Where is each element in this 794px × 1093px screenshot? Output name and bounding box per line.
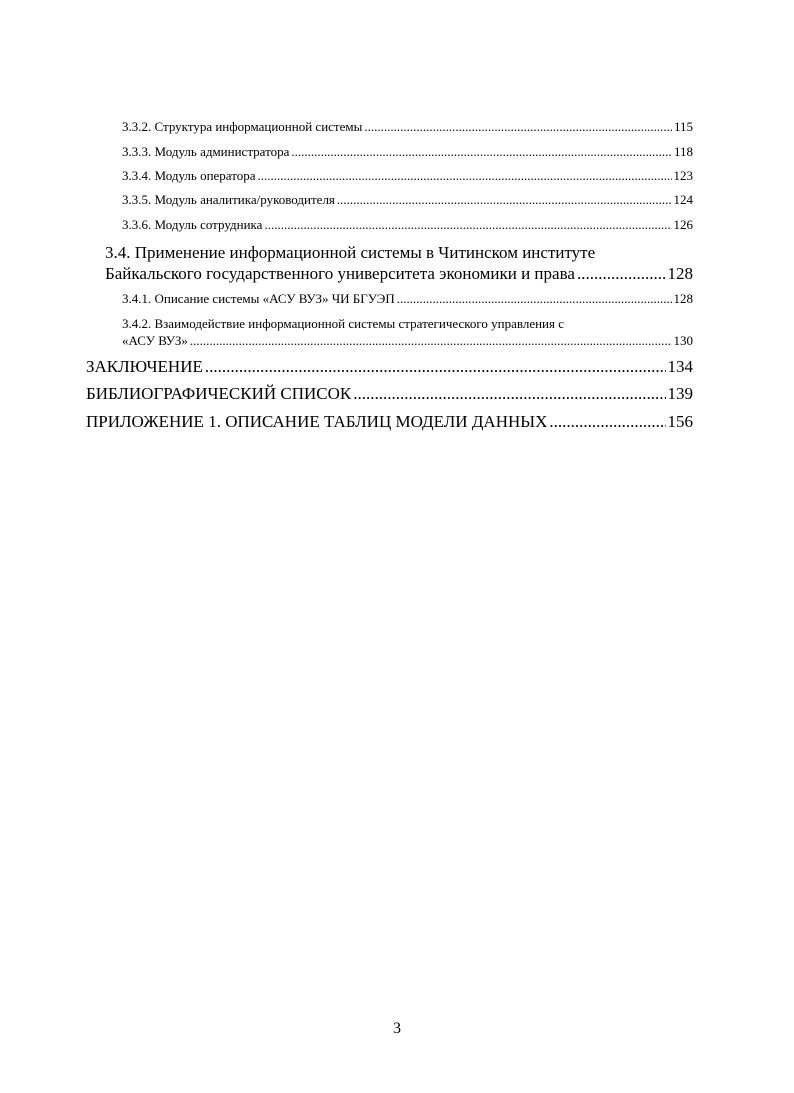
toc-entry-3-4 [105, 264, 693, 284]
toc-entry-title-line2: Байкальского государственного университета экономики и права [105, 264, 575, 283]
toc-entry-page: 126 [673, 217, 693, 232]
dot-leader [264, 217, 671, 233]
toc-entry-bibliography [86, 384, 693, 404]
dot-leader [353, 384, 665, 404]
toc-entry-page: 123 [673, 168, 693, 183]
dot-leader [190, 333, 672, 349]
toc-entry-page: 128 [667, 264, 693, 283]
dot-leader [577, 264, 666, 284]
toc-entry-title: ПРИЛОЖЕНИЕ 1. ОПИСАНИЕ ТАБЛИЦ МОДЕЛИ ДАННЫХ [86, 412, 548, 431]
toc-entry-3-3-6 [122, 217, 693, 233]
dot-leader [258, 168, 672, 184]
toc-entry-3-4-1 [122, 291, 693, 307]
toc-entry-appendix-1 [86, 412, 693, 432]
toc-entry-3-3-4 [122, 168, 693, 184]
dot-leader [364, 119, 672, 135]
dot-leader [549, 412, 665, 432]
toc-entry-title: 3.4.1. Описание системы «АСУ ВУЗ» ЧИ БГУЭП [122, 291, 395, 306]
toc-entry-3-3-5 [122, 192, 693, 208]
toc-entry-page: 124 [673, 192, 693, 207]
toc-entry-title: 3.3.2. Структура информационной системы [122, 119, 363, 134]
toc-entry-page: 115 [673, 119, 693, 134]
toc-entry-title: 3.3.4. Модуль оператора [122, 168, 256, 183]
dot-leader [397, 291, 672, 307]
dot-leader [337, 192, 672, 208]
toc-entry-3-4-2-line1: 3.4.2. Взаимодействие информационной системы стратегического управления с [122, 316, 564, 331]
toc-entry-conclusion [86, 357, 693, 377]
toc-entry-title: 3.3.5. Модуль аналитика/руководителя [122, 192, 335, 207]
dot-leader [205, 357, 666, 377]
toc-entry-page: 118 [673, 144, 693, 159]
toc-entry-title: ЗАКЛЮЧЕНИЕ [86, 357, 203, 376]
toc-entry-page: 134 [667, 357, 693, 376]
toc-entry-title-line2: «АСУ ВУЗ» [122, 333, 188, 348]
dot-leader [291, 144, 672, 160]
toc-entry-3-4-2 [122, 333, 693, 349]
page-number: 3 [393, 1020, 401, 1037]
toc-entry-page: 130 [673, 333, 693, 348]
toc-entry-page: 128 [673, 291, 693, 306]
toc-entry-page: 139 [667, 384, 693, 403]
toc-entry-3-3-2 [122, 119, 693, 135]
toc-entry-page: 156 [667, 412, 693, 431]
toc-entry-3-3-3 [122, 144, 693, 160]
toc-entry-title: БИБЛИОГРАФИЧЕСКИЙ СПИСОК [86, 384, 352, 403]
toc-entry-title: 3.3.3. Модуль администратора [122, 144, 290, 159]
toc-entry-title: 3.3.6. Модуль сотрудника [122, 217, 263, 232]
toc-entry-3-4-line1: 3.4. Применение информационной системы в Читинском институте [105, 243, 596, 262]
